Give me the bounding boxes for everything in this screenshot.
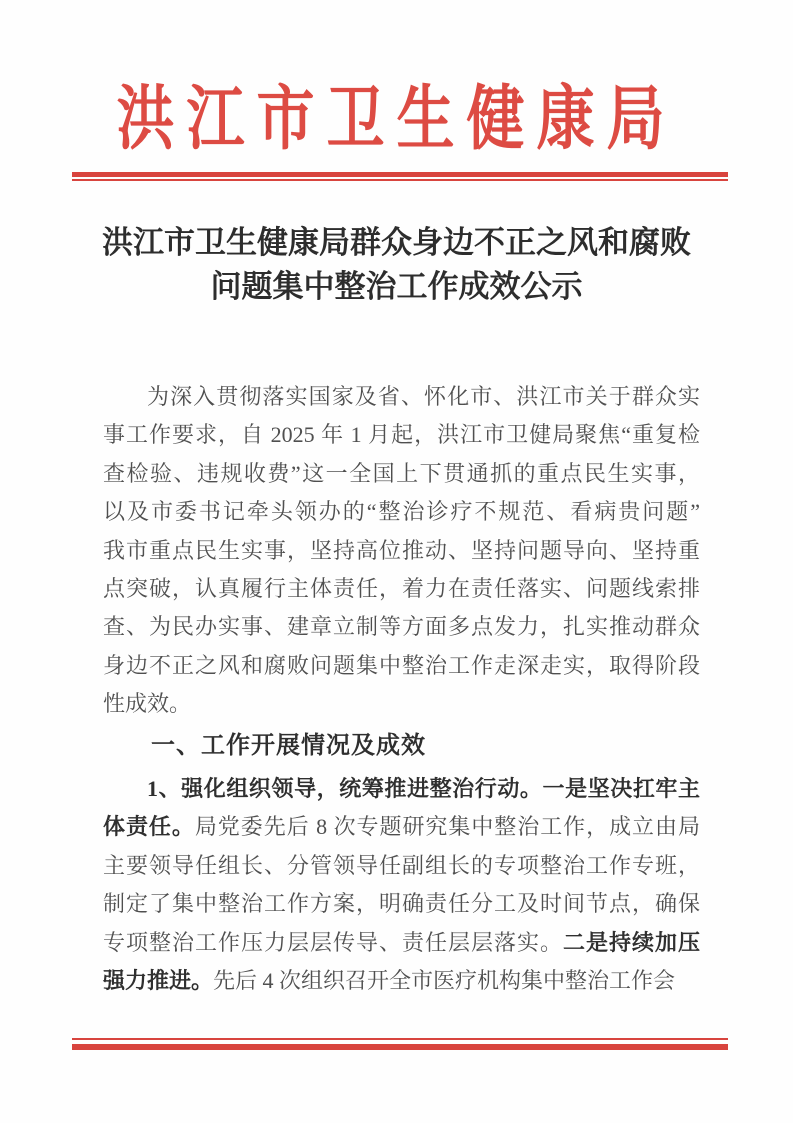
body-line (103, 847, 700, 885)
text-run: 1、强化组织领导，统筹推进整治行动。一是坚决扛牢主 (147, 776, 700, 802)
text-run: 事工作要求，自 2025 年 1 月起，洪江市卫健局聚焦“重复检 (103, 422, 700, 448)
body-text (103, 378, 700, 1001)
text-run: 二是持续加压 (562, 929, 700, 955)
body-line (103, 685, 700, 723)
text-run: 身边不正之风和腐败问题集中整治工作走深走实，取得阶段 (103, 652, 700, 678)
text-run: 一、工作开展情况及成效 (151, 731, 426, 759)
body-line (103, 962, 700, 1000)
body-line (103, 455, 700, 493)
footer-double-rule-bottom (72, 1038, 728, 1050)
document-title-line-2: 问题集中整治工作成效公示 (210, 269, 583, 304)
text-run: 性成效。 (103, 691, 192, 717)
body-line (103, 416, 700, 454)
body-line (103, 770, 700, 808)
text-run: 为深入贯彻落实国家及省、怀化市、洪江市关于群众实 (147, 384, 700, 409)
body-line (103, 885, 700, 923)
letterhead-double-rule-top (72, 172, 728, 181)
body-line (103, 570, 700, 608)
section-heading (103, 727, 700, 765)
document-title (0, 221, 793, 309)
text-run: 我市重点民生实事，坚持高位推动、坚持问题导向、坚持重 (103, 537, 700, 563)
body-line (103, 808, 700, 846)
text-run: 先后 4 次组织召开全市医疗机构集中整治工作会 (213, 968, 676, 994)
text-run: 专项整治工作压力层层传导、责任层层落实。 (103, 929, 563, 955)
text-run: 查检验、违规收费”这一全国上下贯通抓的重点民生实事， (103, 460, 700, 486)
body-line (103, 493, 700, 531)
text-run: 体责任。 (103, 814, 195, 840)
body-line (103, 378, 700, 416)
body-line (103, 532, 700, 570)
body-line (103, 647, 700, 685)
text-run: 制定了集中整治工作方案，明确责任分工及时间节点，确保 (103, 891, 700, 917)
text-run: 强力推进。 (103, 968, 214, 994)
letterhead-agency-name: 洪江市卫生健康局 (116, 80, 677, 159)
text-run: 查、为民办实事、建章立制等方面多点发力，扎实推动群众 (103, 614, 700, 640)
text-run: 以及市委书记牵头领办的“整治诊疗不规范、看病贵问题” (103, 499, 700, 525)
body-line (103, 924, 700, 962)
text-run: 点突破，认真履行主体责任，着力在责任落实、问题线索排 (103, 576, 700, 602)
text-run: 主要领导任组长、分管领导任副组长的专项整治工作专班， (103, 852, 700, 878)
text-run: 局党委先后 8 次专题研究集中整治工作，成立由局 (194, 814, 700, 840)
body-line (103, 608, 700, 646)
document-title-line-1: 洪江市卫生健康局群众身边不正之风和腐败 (102, 225, 691, 260)
